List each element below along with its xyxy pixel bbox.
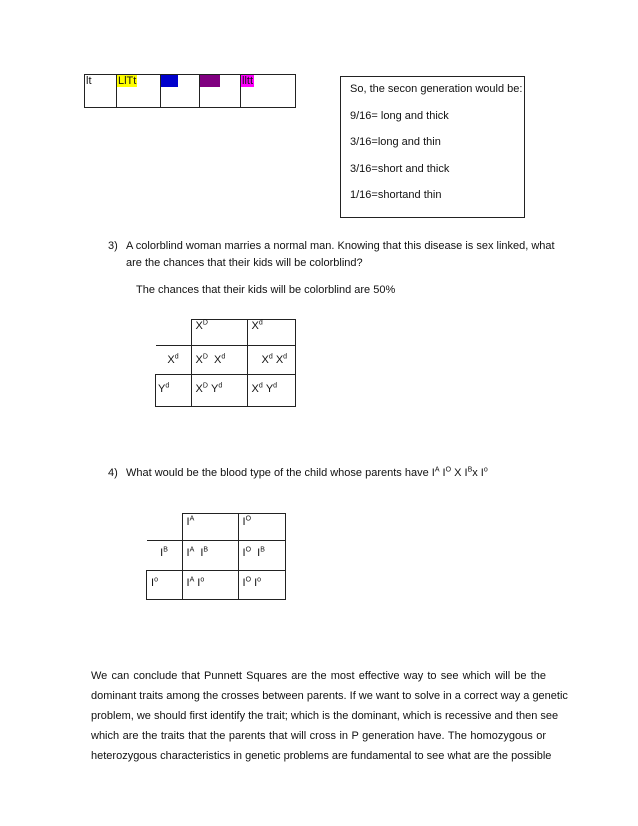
- paragraph-line: problem, we should first identify the trait; which is the dominant, which is recessive and then see: [91, 710, 559, 722]
- table-cell: [241, 75, 296, 108]
- top-genotype-table: [84, 74, 296, 108]
- punnett-cell: $X^d$ $X^d$: [247, 346, 295, 375]
- cell-text: lt: [86, 75, 92, 87]
- table-cell: [161, 75, 200, 108]
- summary-line: 9/16= long and thick: [350, 110, 449, 122]
- punnett-cell: $I^A$ $I^B$: [182, 541, 238, 571]
- punnett-cell: $I^O$ $I^o$: [238, 571, 285, 600]
- cell-text: lltt: [242, 75, 253, 87]
- table-cell: [200, 75, 241, 108]
- table-cell: [85, 75, 117, 108]
- paragraph-line: dominant traits among the crosses between parents. If we want to solve in a correct way a genetic: [91, 690, 568, 702]
- column-header: $X^D$: [191, 320, 247, 346]
- punnett-cell: $X^d$ $Y^d$: [247, 375, 295, 407]
- summary-line: 3/16=long and thin: [350, 136, 441, 148]
- q4-number: 4): [108, 467, 118, 479]
- q3-text-line2: are the chances that their kids will be colorblind?: [126, 257, 363, 269]
- column-header: $I^A$: [182, 514, 238, 541]
- summary-line: 3/16=short and thick: [350, 163, 450, 175]
- punnett-cell: $I^O$ $I^B$: [238, 541, 285, 571]
- row-header: $I^o$: [147, 571, 183, 600]
- table-cell: [117, 75, 161, 108]
- q3-number: 3): [108, 240, 118, 252]
- empty-corner: [147, 514, 183, 541]
- summary-line: 1/16=shortand thin: [350, 189, 442, 201]
- punnett-cell: $X^D$ $X^d$: [191, 346, 247, 375]
- q3-text-line1: A colorblind woman marries a normal man. Knowing that this disease is sex linked, what: [126, 240, 555, 252]
- paragraph-line: which are the traits that the parents that will cross in P generation have. The homozygous or: [91, 730, 546, 742]
- row-header: $I^B$: [147, 541, 183, 571]
- column-header: $X^d$: [247, 320, 295, 346]
- punnett-cell: $X^D$ $Y^d$: [191, 375, 247, 407]
- row-header: $Y^d$: [156, 375, 192, 407]
- punnett-cell: $I^A$ $I^o$: [182, 571, 238, 600]
- paragraph-line: We can conclude that Punnett Squares are the most effective way to see which will be the: [91, 670, 546, 682]
- summary-heading: So, the secon generation would be:: [350, 83, 523, 95]
- q3-punnett-square: [155, 319, 296, 407]
- cell-text: LlTt: [118, 75, 137, 87]
- empty-corner: [156, 320, 192, 346]
- cell-text: llTT: [201, 75, 220, 87]
- conclusion-paragraph: [91, 666, 568, 766]
- q4-punnett-square: [146, 513, 286, 600]
- cell-text: llTt: [162, 75, 177, 87]
- summary-box: [340, 76, 525, 218]
- paragraph-line: heterozygous characteristics in genetic problems are fundamental to see what are the possible: [91, 750, 552, 762]
- q4-text: What would be the blood type of the child whose parents have $I^A$ $I^O$ X $I^Bx$ $I^o$: [126, 466, 488, 479]
- q3-answer: The chances that their kids will be colorblind are 50%: [136, 284, 396, 296]
- row-header: $X^d$: [156, 346, 192, 375]
- column-header: $I^O$: [238, 514, 285, 541]
